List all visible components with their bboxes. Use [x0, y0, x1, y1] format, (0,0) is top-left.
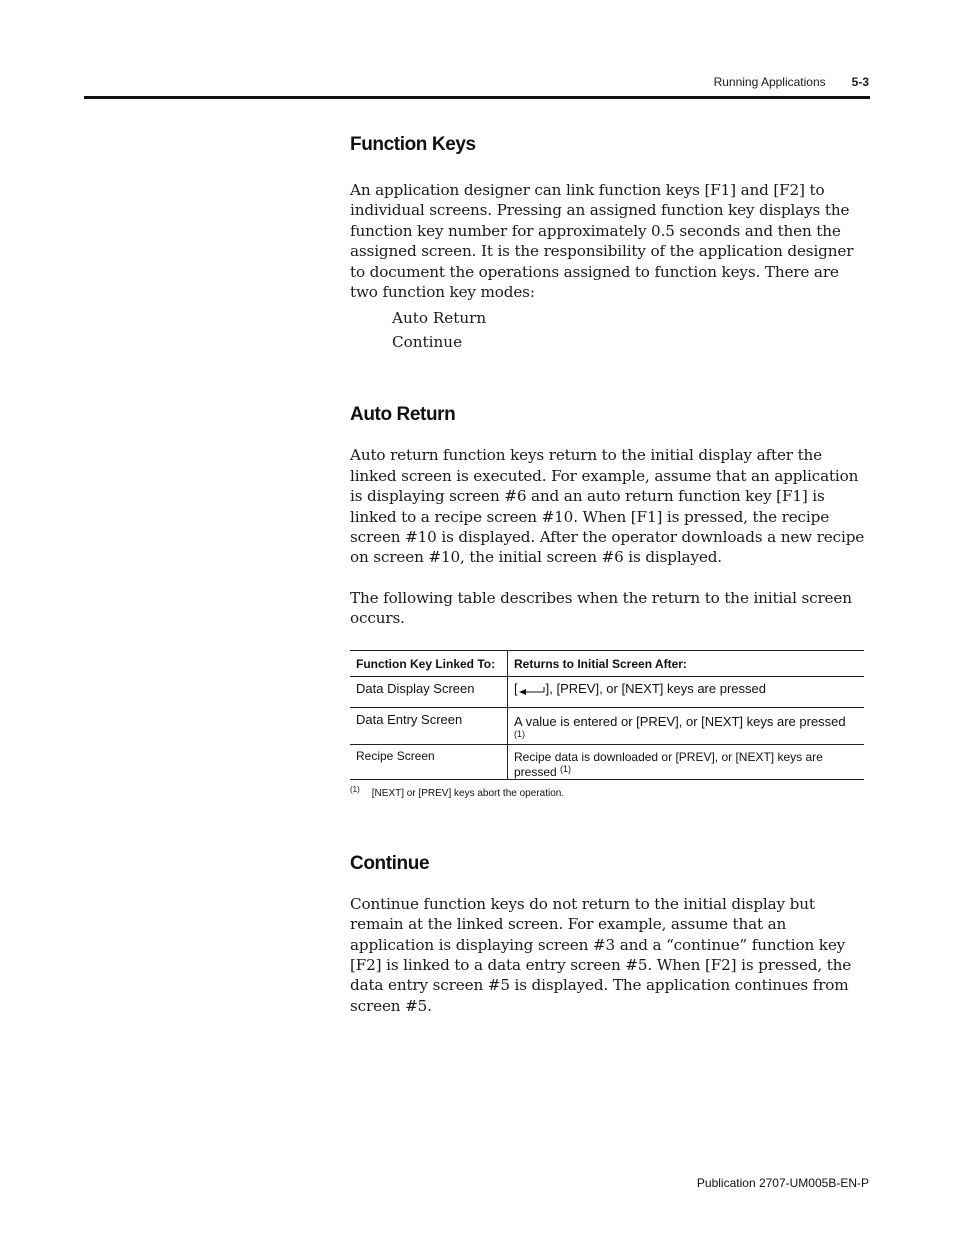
col-header-returns-after: Returns to Initial Screen After:: [508, 650, 865, 676]
footnote-ref: (1): [560, 763, 572, 774]
page-number: 5-3: [851, 75, 869, 89]
auto-return-paragraph: Auto return function keys return to the initial display after the linked screen is executed. For example, assume that an application is displaying screen #6 and an auto return function key [F1] is linked to a recipe screen #10. When [F1] is pressed, the recipe screen #10 is displayed. After the operator downloads a new recipe on screen #10, the initial screen #6 is displayed.: [350, 446, 865, 567]
cell-screen: Recipe Screen: [350, 744, 508, 779]
footnote-ref: (1): [514, 728, 525, 739]
publication-footer: Publication 2707-UM005B-EN-P: [696, 1176, 869, 1190]
footnote-text: [NEXT] or [PREV] keys abort the operation.: [371, 787, 565, 799]
function-keys-heading: Function Keys: [350, 134, 476, 155]
page-content: [350, 134, 866, 1016]
footnote-mark: (1): [350, 784, 360, 794]
table-row: [350, 744, 864, 779]
cell-returns-after: [508, 744, 865, 779]
returns-after-text: Recipe data is downloaded or [PREV], or [NEXT] keys are pressed: [514, 749, 823, 779]
enter-key-icon: [518, 684, 546, 694]
auto-return-heading: Auto Return: [350, 404, 456, 426]
returns-after-text: ], [PREV], or [NEXT] keys are pressed: [545, 680, 766, 696]
open-bracket: [: [514, 680, 518, 696]
continue-paragraph: Continue function keys do not return to the initial display but remain at the linked screen. For example, assume that an application is displaying screen #3 and a “continue” function key [F2] is linked to a data entry screen #5. When [F2] is pressed, the data entry screen #5 is displayed. The application continues from screen #5.: [350, 894, 852, 1015]
returns-after-text: A value is entered or [PREV], or [NEXT] keys are pressed: [514, 713, 846, 729]
table-footnote: [350, 784, 866, 799]
header-rule: [84, 96, 870, 99]
cell-returns-after: [508, 676, 865, 707]
cell-returns-after: [508, 707, 865, 744]
table-row: [350, 707, 864, 744]
function-keys-paragraph: An application designer can link function keys [F1] and [F2] to individual screens. Pressing an assigned function key displays the function key number for approximately 0.5 seconds and then the assigned screen. It is the responsibility of the application designer to document the operations assigned to function keys. There are two function key modes:: [350, 181, 854, 302]
running-header: [714, 75, 869, 89]
cell-screen: Data Display Screen: [350, 676, 508, 707]
table-intro-paragraph: The following table describes when the return to the initial screen occurs.: [350, 588, 852, 628]
col-header-linked-to: Function Key Linked To:: [350, 650, 508, 676]
cell-screen: Data Entry Screen: [350, 707, 508, 744]
table-row: [350, 676, 864, 707]
chapter-title: Running Applications: [713, 75, 826, 89]
table-header-row: [350, 650, 864, 676]
mode-item-continue: Continue: [392, 333, 463, 352]
continue-heading: Continue: [350, 852, 430, 874]
mode-item-auto-return: Auto Return: [392, 309, 487, 328]
return-conditions-table: [350, 650, 864, 780]
function-key-modes-list: [350, 306, 866, 354]
